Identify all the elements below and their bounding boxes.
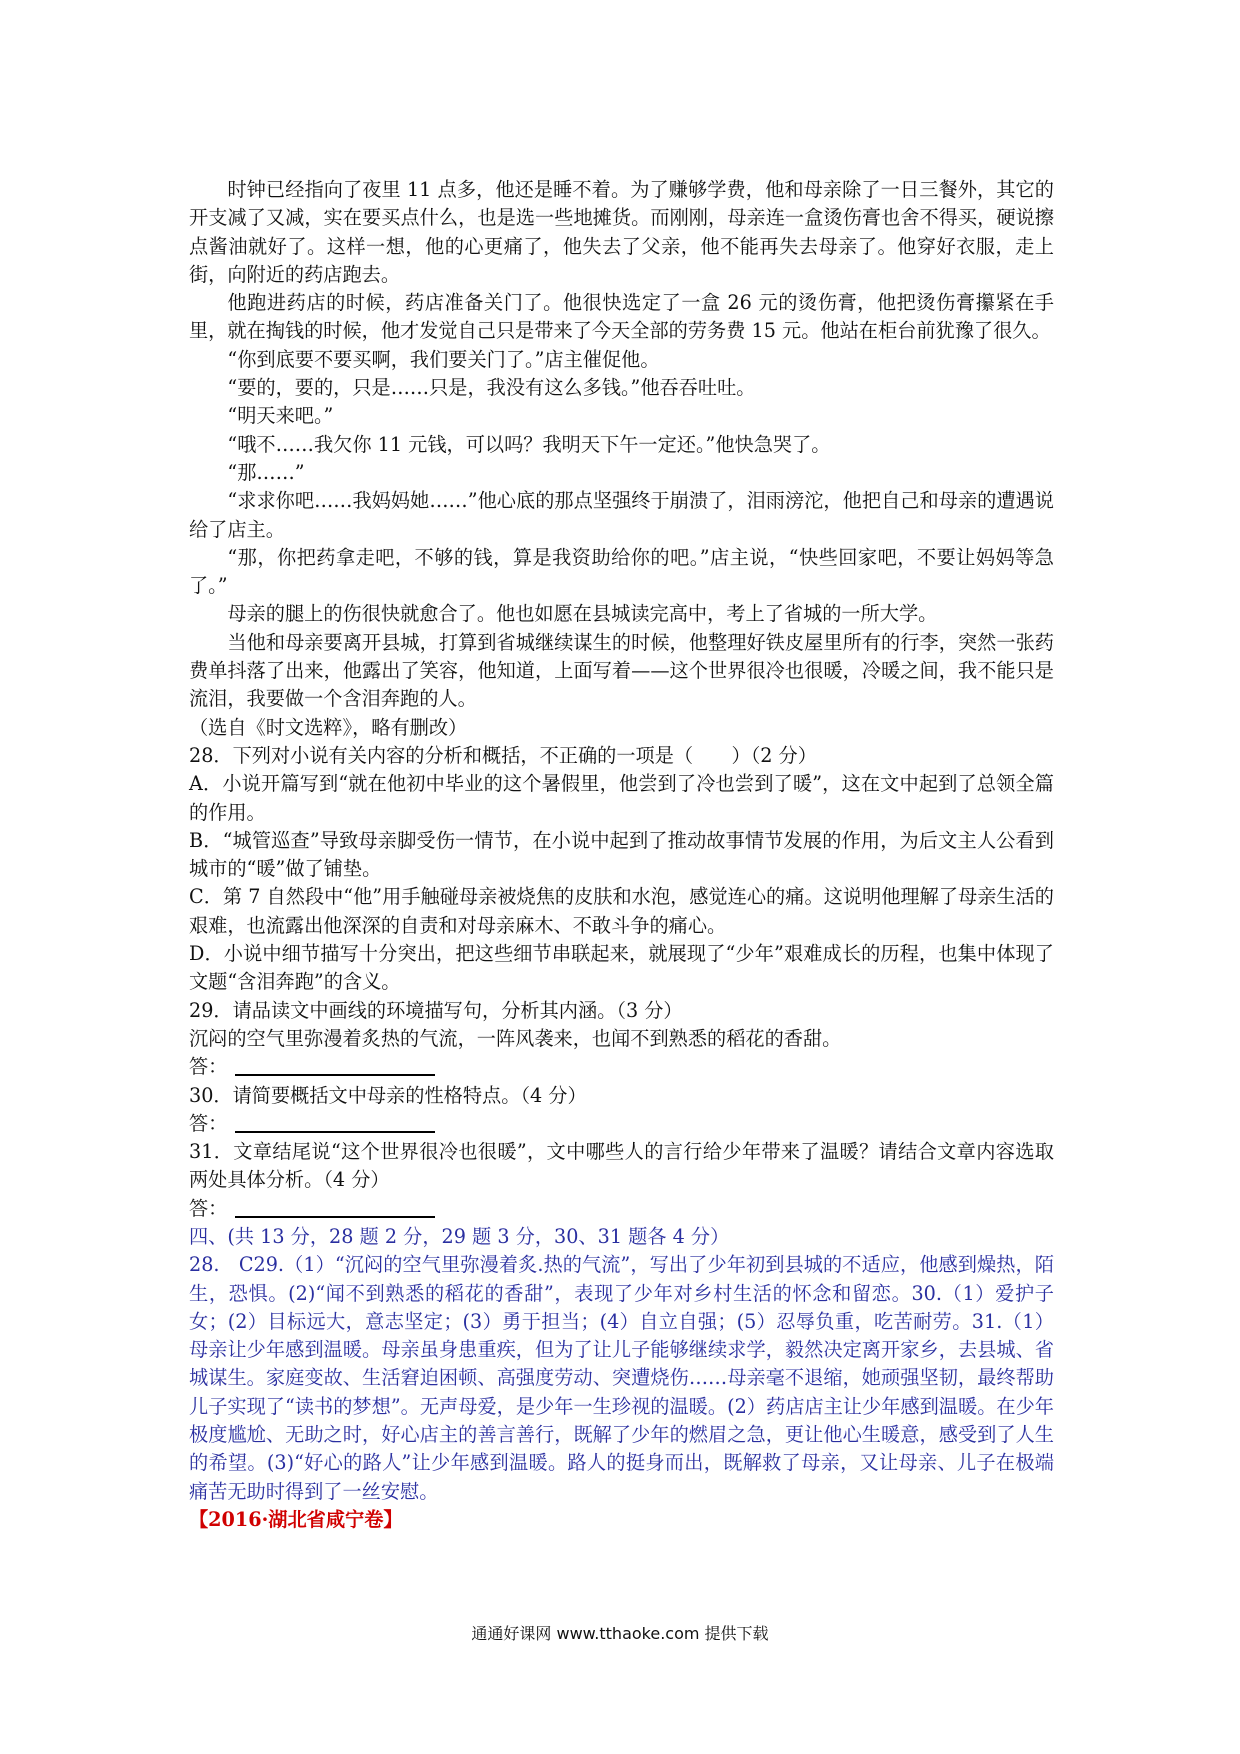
answer-blank[interactable] bbox=[235, 1056, 435, 1076]
document-body bbox=[189, 176, 1054, 1534]
question-31-stem: 31．文章结尾说“这个世界很冷也很暖”，文中哪些人的言行给少年带来了温暖？请结合文章内容选取两处具体分析。（4 分） bbox=[189, 1140, 1054, 1192]
story-paragraph: “求求你吧……我妈妈她……”他心底的那点坚强终于崩溃了，泪雨滂沱，他把自己和母亲的遭遇说给了店主。 bbox=[189, 489, 1054, 541]
question-28-option-d: D．小说中细节描写十分突出，把这些细节串联起来，就展现了“少年”艰难成长的历程，也集中体现了文题“含泪奔跑”的含义。 bbox=[189, 942, 1054, 994]
answer-key-header: 四、(共 13 分，28 题 2 分，29 题 3 分，30、31 题各 4 分） bbox=[189, 1224, 730, 1248]
story-paragraph: “你到底要不要买啊，我们要关门了。”店主催促他。 bbox=[227, 347, 660, 371]
question-29-quote: 沉闷的空气里弥漫着炙热的气流，一阵风袭来，也闻不到熟悉的稻花的香甜。 bbox=[189, 1026, 842, 1050]
story-paragraph: 母亲的腿上的伤很快就愈合了。他也如愿在县城读完高中，考上了省城的一所大学。 bbox=[227, 602, 938, 626]
answer-key-body: 28. C29.（1）“沉闷的空气里弥漫着炙.热的气流”，写出了少年初到县城的不适应，他感到燥热，陌生，恐惧。(2)“闻不到熟悉的稻花的香甜”，表现了少年对乡村生活的怀念和留恋。30.（1）爱护子女；(2）目标远大，意志坚定；(3）勇于担当；(4）自立自强；(5）忍辱负重，吃苦耐劳。31.（1）母亲让少年感到温暖。母亲虽身患重疾，但为了让儿子能够继续求学，毅然决定离开家乡，去县城、省城谋生。家庭变故、生活窘迫困顿、高强度劳动、突遭烧伤……母亲毫不退缩，她顽强坚韧，最终帮助儿子实现了“读书的梦想”。无声母爱，是少年一生珍视的温暖。(2）药店店主让少年感到温暖。在少年极度尴尬、无助之时，好心店主的善言善行，既解了少年的燃眉之急，更让他心生暖意，感受到了人生的希望。(3)“好心的路人”让少年感到温暖。路人的挺身而出，既解救了母亲，又让母亲、儿子在极端痛苦无助时得到了一丝安慰。 bbox=[189, 1253, 1054, 1503]
answer-label: 答： bbox=[189, 1055, 228, 1079]
story-paragraph: 他跑进药店的时候，药店准备关门了。他很快选定了一盒 26 元的烫伤膏，他把烫伤膏攥紧在手里，就在掏钱的时候，他才发觉自己只是带来了今天全部的劳务费 15 元。他站在柜台前犹豫了很久。 bbox=[189, 291, 1054, 343]
answer-label: 答： bbox=[189, 1111, 228, 1135]
question-28-stem: 28．下列对小说有关内容的分析和概括，不正确的一项是（ ）（2 分） bbox=[189, 743, 817, 767]
question-28-option-c: C．第 7 自然段中“他”用手触碰母亲被烧焦的皮肤和水泡，感觉连心的痛。这说明他理解了母亲生活的艰难，也流露出他深深的自责和对母亲麻木、不敢斗争的痛心。 bbox=[189, 885, 1054, 937]
answer-label: 答： bbox=[189, 1196, 228, 1220]
answer-blank[interactable] bbox=[235, 1198, 435, 1218]
story-paragraph: “那，你把药拿走吧，不够的钱，算是我资助给你的吧。”店主说，“快些回家吧，不要让妈妈等急了。” bbox=[189, 545, 1054, 598]
story-paragraph: “明天来吧。” bbox=[227, 404, 334, 428]
question-29-stem: 29．请品读文中画线的环境描写句，分析其内涵。（3 分） bbox=[189, 998, 683, 1022]
question-28-option-b: B．“城管巡查”导致母亲脚受伤一情节，在小说中起到了推动故事情节发展的作用，为后文主人公看到城市的“暖”做了铺垫。 bbox=[189, 828, 1054, 881]
question-28-option-a: A．小说开篇写到“就在他初中毕业的这个暑假里，他尝到了冷也尝到了暖”，这在文中起到了总领全篇的作用。 bbox=[189, 772, 1054, 824]
answer-line bbox=[189, 1195, 1054, 1223]
story-paragraph: 当他和母亲要离开县城，打算到省城继续谋生的时候，他整理好铁皮屋里所有的行李，突然一张药费单抖落了出来，他露出了笑容，他知道，上面写着——这个世界很冷也很暖，冷暖之间，我不能只是流泪，我要做一个含泪奔跑的人。 bbox=[189, 630, 1054, 711]
page-footer: 通通好课网 www.tthaoke.com 提供下载 bbox=[471, 1624, 769, 1643]
source-citation: （选自《时文选粹》，略有删改） bbox=[189, 715, 468, 739]
next-section-heading: 【2016·湖北省咸宁卷】 bbox=[189, 1507, 403, 1531]
story-paragraph: “哦不……我欠你 11 元钱，可以吗？我明天下午一定还。”他快急哭了。 bbox=[227, 432, 831, 456]
story-paragraph: “那……” bbox=[227, 460, 305, 484]
question-30-stem: 30．请简要概括文中母亲的性格特点。（4 分） bbox=[189, 1083, 587, 1107]
story-paragraph: 时钟已经指向了夜里 11 点多，他还是睡不着。为了赚够学费，他和母亲除了一日三餐外，其它的开支减了又减，实在要买点什么，也是选一些地摊货。而刚刚，母亲连一盒烫伤膏也舍不得买，硬说擦点酱油就好了。这样一想，他的心更痛了，他失去了父亲，他不能再失去母亲了。他穿好衣服，走上街，向附近的药店跑去。 bbox=[189, 178, 1054, 286]
answer-line bbox=[189, 1110, 1054, 1138]
answer-blank[interactable] bbox=[235, 1113, 435, 1133]
story-paragraph: “要的，要的，只是……只是，我没有这么多钱。”他吞吞吐吐。 bbox=[227, 376, 756, 400]
answer-line bbox=[189, 1053, 1054, 1081]
